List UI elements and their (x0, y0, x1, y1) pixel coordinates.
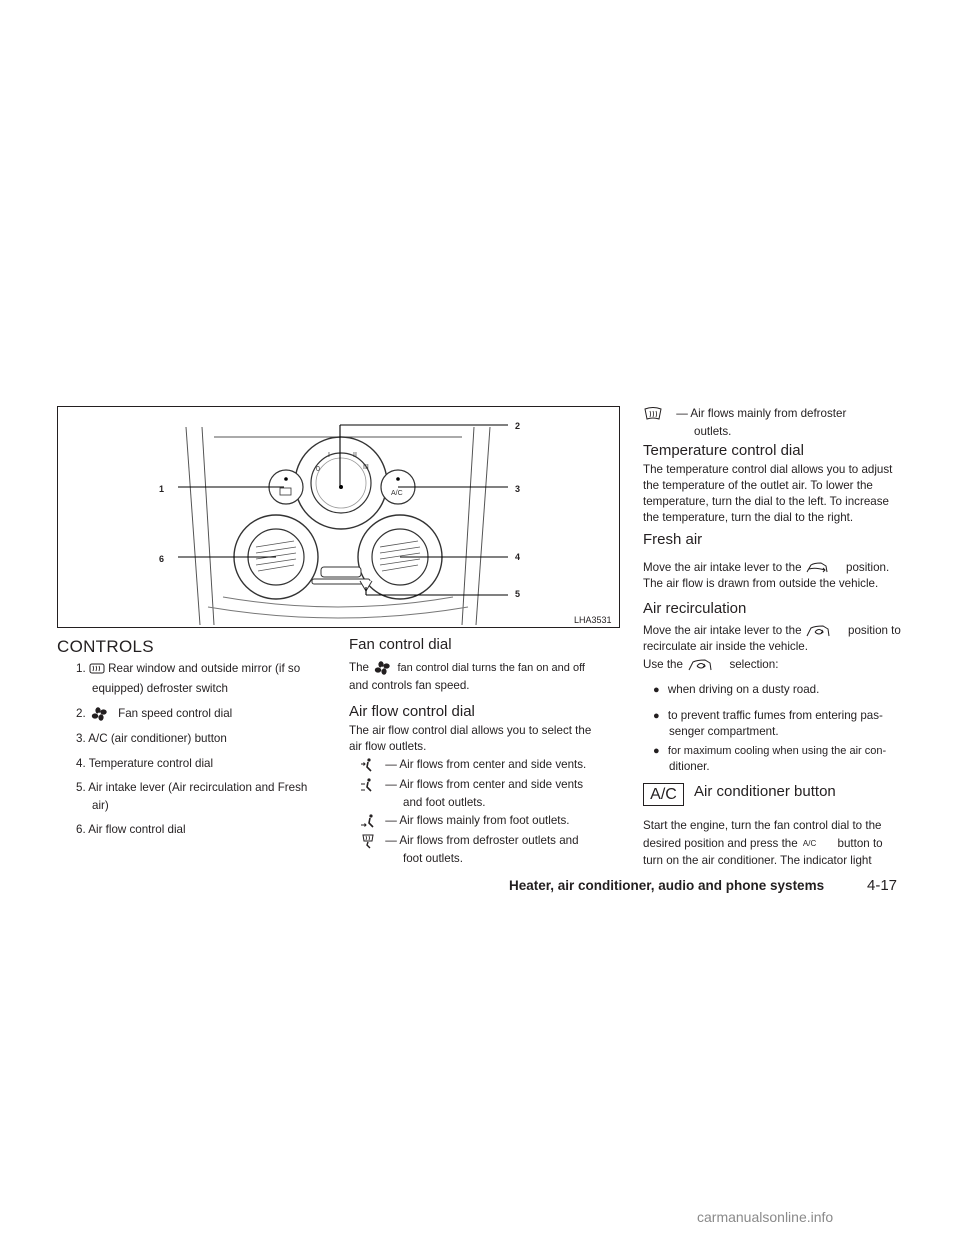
fresh-heading: Fresh air (643, 531, 703, 548)
temperature-line1: The temperature control dial allows you to adjust (643, 463, 893, 476)
climate-panel-illustration (58, 407, 619, 627)
temperature-line4: the temperature, turn the dial to the right. (643, 511, 854, 524)
airflow-mode-bilevel (360, 777, 583, 793)
ac-line2 (643, 836, 883, 852)
recirc-bullet-2 (653, 708, 883, 724)
airflow-heading: Air flow control dial (349, 703, 475, 720)
svg-text:I: I (328, 452, 330, 459)
controls-item-4 (76, 756, 213, 772)
ac-post: button to (837, 837, 883, 850)
bullet-text: to prevent traffic fumes from entering pas- (667, 709, 883, 722)
page-number: 4-17 (867, 877, 898, 894)
fresh-post: position. (846, 561, 890, 574)
fan-icon (372, 661, 394, 675)
item-text: Air flow control dial (88, 823, 186, 836)
bullet-text: when driving on a dusty road. (667, 683, 820, 696)
fan-icon (89, 707, 115, 721)
fresh-air-icon (805, 561, 829, 575)
item-number: 4. (76, 757, 86, 770)
ac-inline-label: A/C (802, 839, 817, 848)
fan-pre: The (349, 661, 369, 674)
fan-post: fan control dial turns the fan on and off (397, 662, 585, 674)
foot-icon (360, 813, 376, 829)
fresh-line2: The air flow is drawn from outside the vehicle. (643, 577, 879, 590)
airflow-mode-defrost (643, 406, 846, 422)
recirc-line1 (643, 623, 901, 639)
recirc-use-post: selection: (729, 658, 779, 671)
svg-text:II: II (353, 452, 357, 459)
figure-code: LHA3531 (574, 615, 612, 625)
airflow-mode-defrost-cont: outlets. (694, 425, 732, 438)
recirc-post: position to (848, 624, 901, 637)
ac-button-badge: A/C (643, 783, 684, 806)
mode-text: — Air flows from defroster outlets and (385, 834, 579, 848)
temperature-line2: the temperature of the outlet air. To lower the (643, 479, 873, 492)
controls-item-6 (76, 822, 186, 838)
item-number: 1. (76, 662, 86, 675)
item-text: Rear window and outside mirror (if so (108, 662, 301, 675)
recirc-pre: Move the air intake lever to the (643, 624, 802, 637)
item-number: 3. (76, 732, 86, 745)
recirc-line2: recirculate air inside the vehicle. (643, 640, 808, 653)
controls-item-5-cont: air) (92, 799, 109, 812)
fresh-pre: Move the air intake lever to the (643, 561, 802, 574)
recirc-use-pre: Use the (643, 658, 683, 671)
item-text: Fan speed control dial (118, 707, 233, 720)
controls-item-1 (76, 661, 300, 677)
temperature-heading: Temperature control dial (643, 442, 804, 459)
airflow-mode-foot (360, 813, 570, 829)
callout-6: 6 (159, 554, 165, 564)
item-number: 6. (76, 823, 86, 836)
footer-section-title: Heater, air conditioner, audio and phone systems (509, 878, 825, 893)
recirc-bullet-1 (653, 682, 819, 698)
airflow-line1: The air flow control dial allows you to select the (349, 724, 592, 737)
airflow-mode-defrost-foot-cont: foot outlets. (403, 852, 463, 865)
callout-1: 1 (159, 484, 165, 494)
fan-heading: Fan control dial (349, 636, 452, 653)
figure-ac-text: A/C (391, 490, 403, 497)
mode-text: — Air flows from center and side vents (385, 778, 584, 792)
mode-text: — Air flows mainly from defroster (676, 407, 847, 420)
recirc-bullet-2-cont: senger compartment. (669, 725, 779, 738)
item-number: 2. (76, 707, 86, 720)
callout-3: 3 (515, 484, 521, 494)
ac-heading: Air conditioner button (694, 783, 836, 800)
svg-text:III: III (363, 464, 369, 471)
fresh-line1 (643, 560, 889, 576)
controls-item-1-cont: equipped) defroster switch (92, 682, 228, 695)
bullet-dot: ● (653, 684, 660, 696)
controls-item-3 (76, 731, 227, 747)
vent-icon (360, 757, 376, 773)
recirc-bullet-3 (653, 743, 886, 759)
ac-pre: desired position and press the (643, 837, 798, 850)
item-text: A/C (air conditioner) button (88, 732, 227, 745)
item-text: Air intake lever (Air recirculation and Fresh (88, 781, 308, 794)
controls-item-2 (76, 706, 232, 722)
airflow-mode-defrost-foot (360, 833, 579, 849)
defrost-icon (643, 407, 663, 421)
bullet-text: for maximum cooling when using the air con- (667, 745, 887, 757)
callout-2: 2 (515, 421, 521, 431)
recirc-bullet-3-cont: ditioner. (669, 760, 710, 773)
fan-line2: and controls fan speed. (349, 679, 470, 692)
svg-text:0: 0 (316, 466, 320, 473)
item-text: Temperature control dial (88, 757, 214, 770)
watermark: carmanualsonline.info (697, 1209, 834, 1225)
defrost-foot-icon (360, 833, 376, 849)
fan-paragraph (349, 660, 585, 676)
recirc-use-line (643, 657, 778, 673)
mode-text: — Air flows mainly from foot outlets. (385, 814, 570, 828)
controls-heading: CONTROLS (57, 637, 154, 656)
recirc-heading: Air recirculation (643, 600, 747, 617)
ac-line3: turn on the air conditioner. The indicator light (643, 854, 872, 867)
airflow-mode-vent (360, 757, 586, 773)
airflow-mode-bilevel-cont: and foot outlets. (403, 796, 486, 809)
rear-defroster-icon (89, 663, 105, 674)
temperature-line3: temperature, turn the dial to the left. To increase (643, 495, 889, 508)
bilevel-icon (360, 777, 376, 793)
bullet-dot: ● (653, 745, 660, 757)
recirculation-icon (805, 624, 833, 638)
recirculation-icon (686, 658, 716, 672)
item-number: 5. (76, 781, 86, 794)
controls-figure (57, 406, 620, 628)
mode-text: — Air flows from center and side vents. (385, 758, 587, 772)
bullet-dot: ● (653, 710, 660, 722)
callout-5: 5 (515, 589, 521, 599)
callout-4: 4 (515, 552, 521, 562)
ac-line1: Start the engine, turn the fan control dial to the (643, 819, 882, 832)
controls-item-5 (76, 780, 307, 796)
airflow-line2: air flow outlets. (349, 740, 427, 753)
